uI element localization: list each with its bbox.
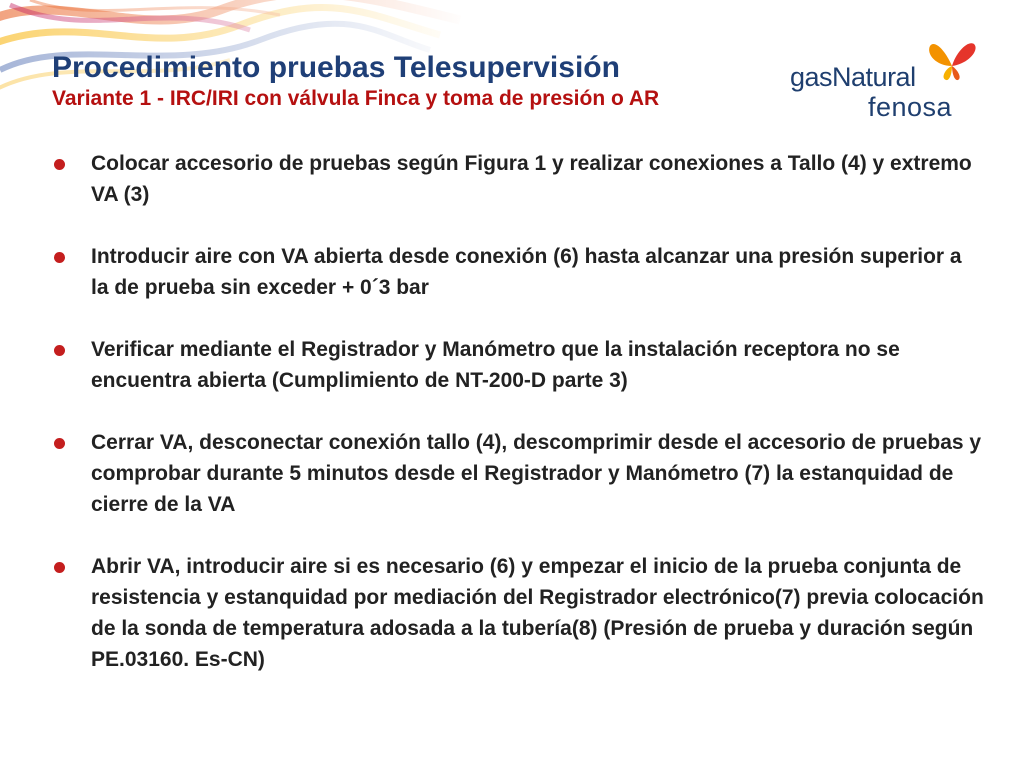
logo-fenosa-text: fenosa bbox=[868, 92, 953, 122]
bullet-text: Colocar accesorio de pruebas según Figura 1 y realizar conexiones a Tallo (4) y extremo VA (3) bbox=[91, 152, 972, 206]
bullet-item bbox=[54, 334, 984, 396]
bullet-item bbox=[54, 551, 984, 675]
bullet-marker bbox=[54, 159, 65, 170]
brand-logo bbox=[790, 36, 980, 120]
slide-title: Procedimiento pruebas Telesupervisión bbox=[52, 51, 620, 84]
bullet-list bbox=[54, 148, 984, 706]
bullet-marker bbox=[54, 562, 65, 573]
bullet-item bbox=[54, 241, 984, 303]
bullet-item bbox=[54, 427, 984, 520]
bullet-marker bbox=[54, 438, 65, 449]
logo-gasnatural-text: gasNatural bbox=[790, 62, 916, 92]
butterfly-icon bbox=[926, 36, 978, 82]
bullet-item bbox=[54, 148, 984, 210]
bullet-text: Abrir VA, introducir aire si es necesario (6) y empezar el inicio de la prueba conjunta de resistencia y estanquidad por mediación del Registrador electrónico(7) previa colocación de la sonda de temperatura adosada a la tubería(8) (Presión de prueba y duración según PE.03160. Es-CN) bbox=[91, 555, 984, 671]
bullet-marker bbox=[54, 345, 65, 356]
slide-header bbox=[52, 50, 659, 112]
slide-subtitle: Variante 1 - IRC/IRI con válvula Finca y toma de presión o AR bbox=[52, 87, 660, 110]
bullet-text: Verificar mediante el Registrador y Manómetro que la instalación receptora no se encuentra abierta (Cumplimiento de NT-200-D parte 3) bbox=[91, 338, 900, 392]
bullet-text: Cerrar VA, desconectar conexión tallo (4), descomprimir desde el accesorio de pruebas y comprobar durante 5 minutos desde el Registrador y Manómetro (7) la estanquidad de cierre de la VA bbox=[91, 431, 982, 516]
bullet-text: Introducir aire con VA abierta desde conexión (6) hasta alcanzar una presión superior a la de prueba sin exceder + 0´3 bar bbox=[91, 245, 962, 299]
bullet-marker bbox=[54, 252, 65, 263]
